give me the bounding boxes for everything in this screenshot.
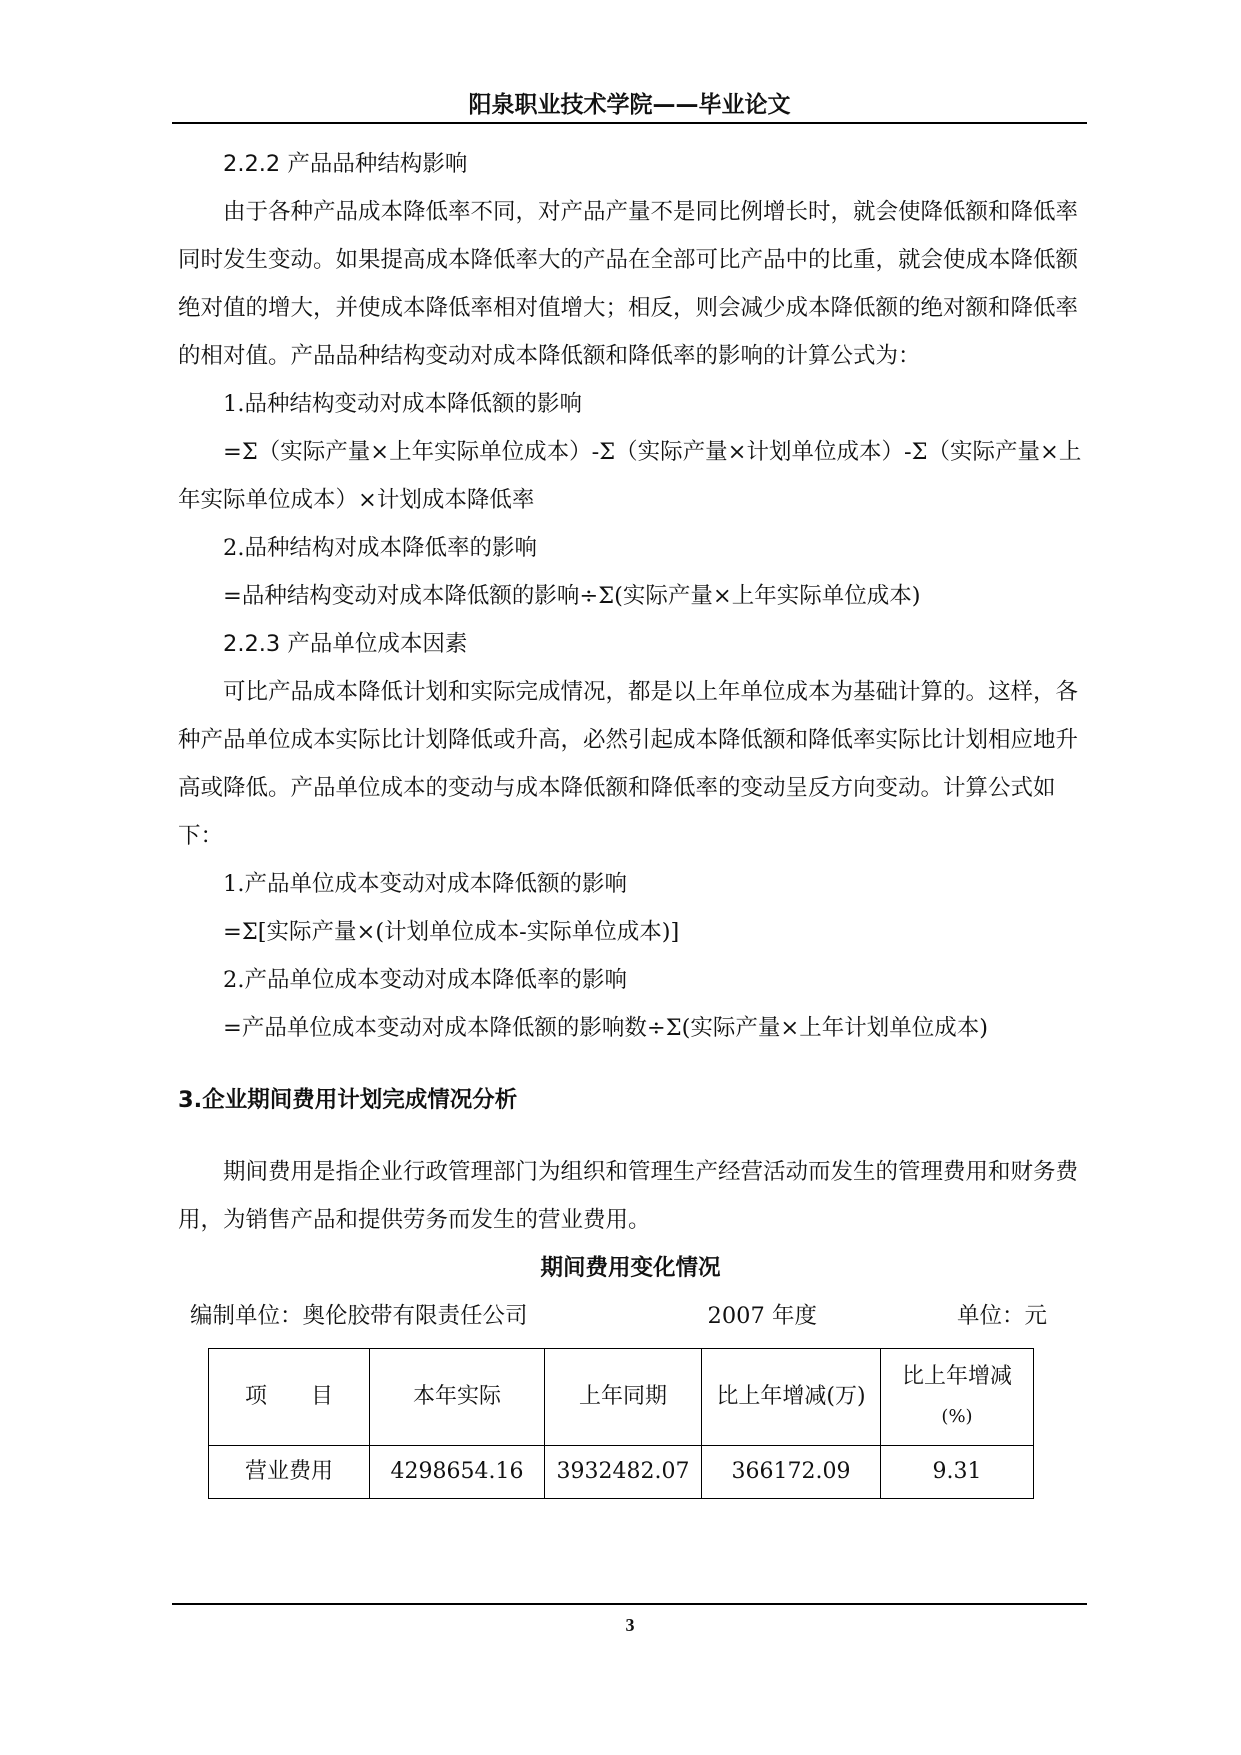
header-current-year: 本年实际 bbox=[370, 1349, 545, 1446]
section-222-item2-formula: =品种结构变动对成本降低额的影响÷Σ(实际产量×上年实际单位成本) bbox=[223, 583, 921, 609]
unit-label: 单位：元 bbox=[956, 1303, 1047, 1329]
section-223-item2-formula: =产品单位成本变动对成本降低额的影响数÷Σ(实际产量×上年计划单位成本) bbox=[223, 1015, 989, 1041]
header-percent-unit: (%) bbox=[941, 1406, 973, 1427]
year-label: 2007 年度 bbox=[707, 1303, 817, 1329]
compiler-label: 编制单位：奥伦胶带有限责任公司 bbox=[190, 1303, 528, 1329]
header-change-amount: 比上年增减(万) bbox=[702, 1349, 881, 1446]
page-number: 3 bbox=[625, 1615, 635, 1635]
document-body bbox=[178, 140, 1083, 1499]
expense-table bbox=[208, 1348, 1034, 1499]
section-222-intro: 由于各种产品成本降低率不同，对产品产量不是同比例增长时，就会使降低额和降低率同时发生变动。如果提高成本降低率大的产品在全部可比产品中的比重，就会使成本降低额绝对值的增大，并使成本降低率相对值增大；相反，则会减少成本降低额的绝对额和降低率的相对值。产品品种结构变动对成本降低额和降低率的影响的计算公式为： bbox=[178, 199, 1079, 369]
section-heading-223: 2.2.3 产品单位成本因素 bbox=[223, 631, 468, 657]
page-header-title: 阳泉职业技术学院——毕业论文 bbox=[468, 92, 791, 118]
header-change-percent-label: 比上年增减 bbox=[901, 1364, 1012, 1389]
header-prior-year: 上年同期 bbox=[545, 1349, 702, 1446]
cell-prior-year: 3932482.07 bbox=[545, 1446, 702, 1499]
section-heading-222: 2.2.2 产品品种结构影响 bbox=[223, 151, 468, 177]
cell-change-percent: 9.31 bbox=[881, 1446, 1034, 1499]
section-222-item2-label: 2.品种结构对成本降低率的影响 bbox=[223, 535, 537, 561]
section-222-item1-formula: =Σ（实际产量×上年实际单位成本）-Σ（实际产量×计划单位成本）-Σ（实际产量×上年实际单位成本）×计划成本降低率 bbox=[178, 439, 1082, 513]
table-row bbox=[209, 1446, 1034, 1499]
footer-divider bbox=[172, 1603, 1087, 1605]
section-223-intro: 可比产品成本降低计划和实际完成情况，都是以上年单位成本为基础计算的。这样，各种产品单位成本实际比计划降低或升高，必然引起成本降低额和降低率实际比计划相应地升高或降低。产品单位成本的变动与成本降低额和降低率的变动呈反方向变动。计算公式如下： bbox=[178, 679, 1079, 849]
section-heading-3: 3.企业期间费用计划完成情况分析 bbox=[178, 1087, 518, 1113]
section-222-item1-label: 1.品种结构变动对成本降低额的影响 bbox=[223, 391, 582, 417]
cell-item: 营业费用 bbox=[209, 1446, 370, 1499]
header-item: 项 目 bbox=[209, 1349, 370, 1446]
table-meta-row bbox=[178, 1292, 1083, 1340]
table-header-row bbox=[209, 1349, 1034, 1446]
header-change-percent bbox=[881, 1349, 1034, 1446]
cell-change-amount: 366172.09 bbox=[702, 1446, 881, 1499]
section-223-item1-label: 1.产品单位成本变动对成本降低额的影响 bbox=[223, 871, 627, 897]
section-223-item1-formula: =Σ[实际产量×(计划单位成本-实际单位成本)] bbox=[223, 919, 680, 945]
section-223-item2-label: 2.产品单位成本变动对成本降低率的影响 bbox=[223, 967, 627, 993]
header-divider bbox=[172, 122, 1087, 124]
cell-current-year: 4298654.16 bbox=[370, 1446, 545, 1499]
table-title: 期间费用变化情况 bbox=[540, 1255, 721, 1281]
section-3-intro: 期间费用是指企业行政管理部门为组织和管理生产经营活动而发生的管理费用和财务费用，为销售产品和提供劳务而发生的营业费用。 bbox=[178, 1159, 1079, 1233]
